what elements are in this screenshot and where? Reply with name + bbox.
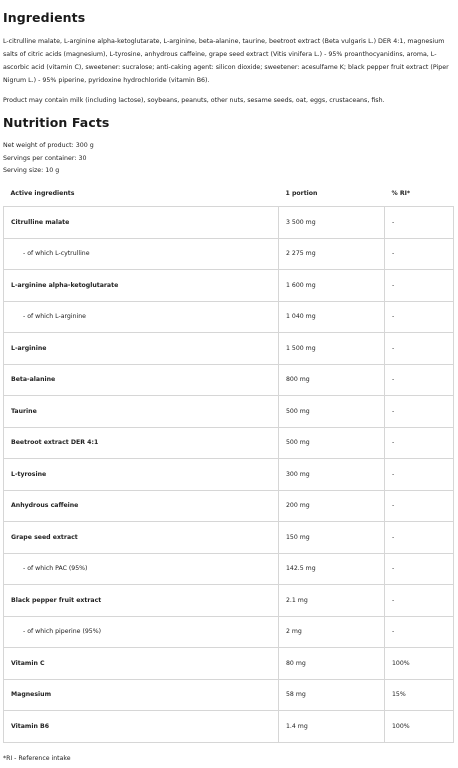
ingredient-name-cell: Vitamin B6 [4, 711, 279, 743]
table-row [4, 364, 454, 396]
ingredient-name-cell: Beta-alanine [4, 364, 279, 396]
nutrition-table [3, 180, 454, 743]
ri-percent-cell: - [385, 522, 454, 554]
table-row [4, 711, 454, 743]
net-weight: Net weight of product: 300 g [3, 142, 94, 149]
ingredients-heading: Ingredients [3, 10, 86, 25]
portion-amount-cell: 1 040 mg [279, 301, 385, 333]
table-row [4, 270, 454, 302]
portion-amount-cell: 300 mg [279, 459, 385, 491]
ingredient-name-cell: Black pepper fruit extract [4, 585, 279, 617]
portion-amount-cell: 800 mg [279, 364, 385, 396]
table-row [4, 648, 454, 680]
ri-percent-cell: - [385, 427, 454, 459]
portion-amount-cell: 58 mg [279, 679, 385, 711]
ingredient-name-cell: Grape seed extract [4, 522, 279, 554]
portion-amount-cell: 500 mg [279, 396, 385, 428]
ingredients-list-text: L-citrulline malate, L-arginine alpha-ketoglutarate, L-arginine, beta-alanine, taurine, beetroot extract (Beta vulgaris L.) DER 4:1, magnesium salts of citric acids (magnesium), L-tyrosine, anhydrous caffeine, grape seed extract (Vitis vinifera L.) - 95% proanthocyanidins, aroma, L-ascorbic acid (vitamin C), sweetener: sucralose; anti-caking agent: silicon dioxide; sweetener: acesulfame K; black pepper fruit extract (Piper Nigrum L.) - 95% piperine, pyridoxine hydrochloride (vitamin B6). [3, 38, 449, 84]
ingredient-name-cell: L-arginine alpha-ketoglutarate [4, 270, 279, 302]
table-row [4, 427, 454, 459]
ri-percent-cell: 100% [385, 711, 454, 743]
table-row [4, 679, 454, 711]
table-row [4, 616, 454, 648]
table-row [4, 396, 454, 428]
ingredient-name-cell: Citrulline malate [4, 207, 279, 239]
ingredient-name-cell: L-tyrosine [4, 459, 279, 491]
portion-amount-cell: 1 500 mg [279, 333, 385, 365]
header-active-ingredients: Active ingredients [4, 180, 279, 207]
portion-amount-cell: 200 mg [279, 490, 385, 522]
table-row [4, 553, 454, 585]
nutrition-table-body [4, 207, 454, 743]
portion-amount-cell: 500 mg [279, 427, 385, 459]
table-row [4, 459, 454, 491]
ingredient-name-cell: Anhydrous caffeine [4, 490, 279, 522]
portion-amount-cell: 1 600 mg [279, 270, 385, 302]
table-row [4, 301, 454, 333]
ingredient-name-cell: Beetroot extract DER 4:1 [4, 427, 279, 459]
portion-amount-cell: 80 mg [279, 648, 385, 680]
table-row [4, 238, 454, 270]
portion-amount-cell: 2.1 mg [279, 585, 385, 617]
ri-percent-cell: - [385, 301, 454, 333]
table-row [4, 207, 454, 239]
ri-percent-cell: 100% [385, 648, 454, 680]
portion-amount-cell: 3 500 mg [279, 207, 385, 239]
ri-percent-cell: - [385, 490, 454, 522]
servings-per-container: Servings per container: 30 [3, 154, 87, 162]
ri-percent-cell: - [385, 585, 454, 617]
ingredient-name-cell: Taurine [4, 396, 279, 428]
ingredient-name-cell: Magnesium [4, 679, 279, 711]
serving-size: Serving size: 10 g [3, 167, 60, 174]
ri-percent-cell: - [385, 238, 454, 270]
table-row [4, 490, 454, 522]
portion-amount-cell: 2 275 mg [279, 238, 385, 270]
ingredient-name-cell: L-arginine [4, 333, 279, 365]
ri-percent-cell: - [385, 207, 454, 239]
table-header-row [4, 180, 454, 207]
ri-footnote: *RI - Reference intake [3, 755, 71, 762]
table-row [4, 585, 454, 617]
ingredient-name-cell: - of which L-arginine [4, 301, 279, 333]
nutrition-facts-heading: Nutrition Facts [3, 115, 110, 130]
ri-percent-cell: - [385, 396, 454, 428]
ri-percent-cell: - [385, 270, 454, 302]
ingredient-name-cell: - of which PAC (95%) [4, 553, 279, 585]
ri-percent-cell: - [385, 616, 454, 648]
portion-amount-cell: 2 mg [279, 616, 385, 648]
table-row [4, 522, 454, 554]
ri-percent-cell: - [385, 553, 454, 585]
table-row [4, 333, 454, 365]
portion-amount-cell: 150 mg [279, 522, 385, 554]
product-meta [3, 140, 94, 178]
header-ri: % RI* [385, 180, 454, 207]
ri-percent-cell: - [385, 364, 454, 396]
ingredient-name-cell: - of which piperine (95%) [4, 616, 279, 648]
portion-amount-cell: 142.5 mg [279, 553, 385, 585]
ri-percent-cell: 15% [385, 679, 454, 711]
allergen-note: Product may contain milk (including lactose), soybeans, peanuts, other nuts, sesame seeds, oat, eggs, crustaceans, fish. [3, 97, 385, 104]
portion-amount-cell: 1.4 mg [279, 711, 385, 743]
ri-percent-cell: - [385, 333, 454, 365]
ingredient-name-cell: - of which L-cytrulline [4, 238, 279, 270]
ri-percent-cell: - [385, 459, 454, 491]
ingredient-name-cell: Vitamin C [4, 648, 279, 680]
header-portion: 1 portion [279, 180, 385, 207]
